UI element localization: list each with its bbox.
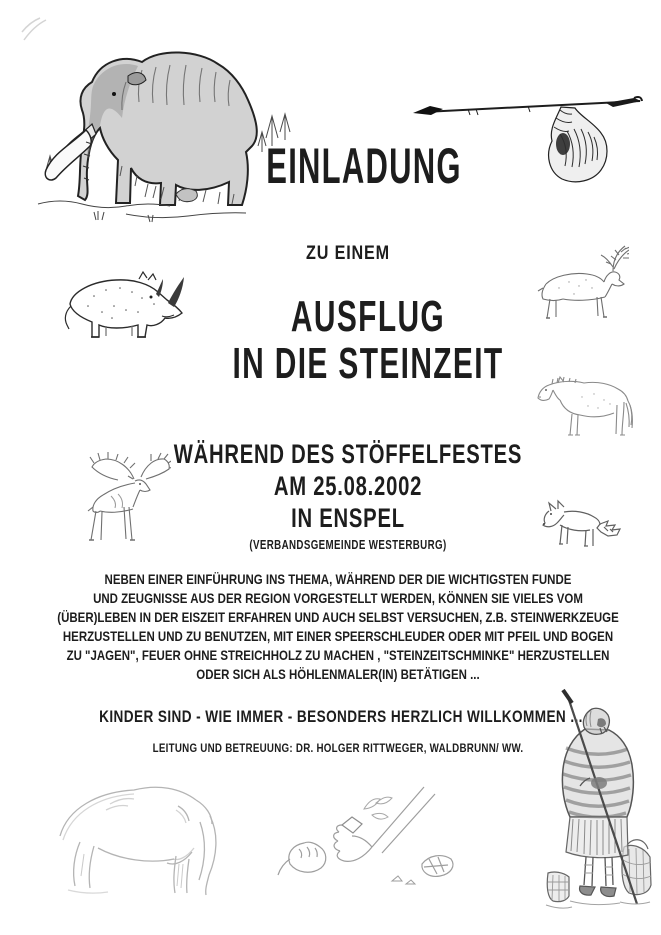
mammoth-sketch-illustration [48, 762, 233, 897]
reindeer-illustration [524, 242, 629, 320]
reindeer-icon [524, 242, 629, 320]
paper-smudge-icon [20, 6, 60, 46]
lead-in-text: ZU EINEM [306, 243, 390, 264]
hands-sketch-illustration [272, 785, 467, 890]
body-line: NEBEN EINER EINFÜHRUNG INS THEMA, WÄHREND DER DIE WICHTIGSTEN FUNDE [104, 571, 572, 587]
event-line3: IN ENSPEL [291, 503, 405, 533]
rhinoceros-illustration [54, 266, 189, 344]
body-line: UND ZEUGNISSE AUS DER REGION VORGESTELLT WERDEN, KÖNNEN SIE VIELES VOM [93, 590, 583, 606]
body-line: (ÜBER)LEBEN IN DER EISZEIT ERFAHREN UND AUCH SELBST VERSUCHEN, Z.B. STEINWERKZEUGE [57, 609, 619, 625]
hunter-illustration [540, 688, 658, 910]
mammoth-illustration [30, 42, 292, 227]
flyer-title: EINLADUNG [266, 138, 462, 194]
fox-icon [540, 499, 625, 554]
event-line2: AM 25.08.2002 [273, 471, 423, 501]
organizer-note: LEITUNG UND BETREUUNG: DR. HOLGER RITTWEGER, WALDBRUNN/ WW. [152, 743, 524, 755]
mammoth-sketch-icon [48, 762, 233, 897]
event-note: (VERBANDSGEMEINDE WESTERBURG) [249, 537, 447, 552]
body-line: ZU "JAGEN", FEUER OHNE STREICHHOLZ ZU MACHEN , "STEINZEITSCHMINKE" HERZUSTELLEN [66, 647, 610, 663]
rhinoceros-icon [54, 266, 189, 344]
main-title-line2: IN DIE STEINZEIT [232, 339, 504, 388]
hunter-icon [540, 688, 658, 910]
horse-icon [532, 372, 637, 440]
mammoth-icon [30, 42, 292, 227]
hands-sketch-icon [272, 785, 467, 890]
body-line: ODER SICH ALS HÖHLENMALER(IN) BETÄTIGEN ... [196, 666, 480, 682]
children-note: KINDER SIND - WIE IMMER - BESONDERS HERZLICH WILLKOMMEN ... [99, 707, 583, 726]
body-line: HERZUSTELLEN UND ZU BENUTZEN, MIT EINER SPEERSCHLEUDER ODER MIT PFEIL UND BOGEN [62, 628, 614, 644]
horse-illustration [532, 372, 637, 440]
main-title-line1: AUSFLUG [290, 292, 446, 341]
fox-illustration [540, 499, 625, 554]
main-title [232, 293, 503, 387]
body-paragraph [57, 570, 618, 684]
paper-smudge [20, 6, 60, 46]
event-line1: WÄHREND DES STÖFFELFESTES [173, 439, 523, 469]
giant-deer-illustration [56, 452, 171, 544]
event-details [174, 438, 522, 552]
giant-deer-icon [56, 452, 171, 544]
